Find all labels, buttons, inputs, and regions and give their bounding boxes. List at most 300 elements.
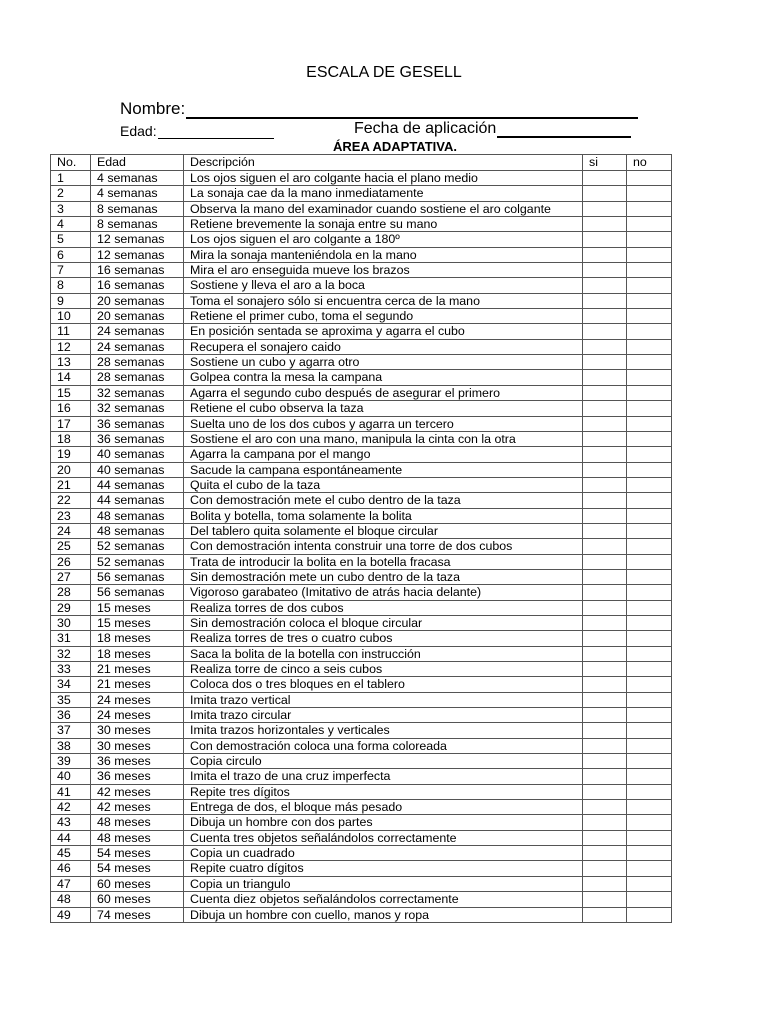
cell-age: 4 semanas (91, 186, 184, 201)
cell-description: Copia un triangulo (184, 876, 583, 891)
cell-number: 28 (51, 585, 91, 600)
cell-description: Quita el cubo de la taza (184, 477, 583, 492)
cell-si-checkbox[interactable] (583, 600, 627, 615)
cell-number: 2 (51, 186, 91, 201)
table-row (51, 324, 672, 339)
cell-no-checkbox[interactable] (627, 508, 672, 523)
cell-si-checkbox[interactable] (583, 477, 627, 492)
cell-age: 16 semanas (91, 263, 184, 278)
cell-number: 40 (51, 769, 91, 784)
cell-no-checkbox[interactable] (627, 846, 672, 861)
table-row (51, 615, 672, 630)
cell-number: 16 (51, 401, 91, 416)
table-row (51, 892, 672, 907)
cell-no-checkbox[interactable] (627, 293, 672, 308)
cell-description: Mira el aro enseguida mueve los brazos (184, 263, 583, 278)
cell-number: 33 (51, 662, 91, 677)
cell-description: Cuenta diez objetos señalándolos correctamente (184, 892, 583, 907)
cell-number: 24 (51, 523, 91, 538)
cell-si-checkbox[interactable] (583, 232, 627, 247)
cell-number: 19 (51, 447, 91, 462)
table-row (51, 355, 672, 370)
cell-number: 12 (51, 339, 91, 354)
cell-no-checkbox[interactable] (627, 247, 672, 262)
cell-number: 41 (51, 784, 91, 799)
cell-age: 20 semanas (91, 309, 184, 324)
cell-age: 52 semanas (91, 554, 184, 569)
cell-si-checkbox[interactable] (583, 631, 627, 646)
cell-si-checkbox[interactable] (583, 830, 627, 845)
table-row (51, 769, 672, 784)
cell-no-checkbox[interactable] (627, 738, 672, 753)
cell-number: 46 (51, 861, 91, 876)
fecha-field (354, 120, 631, 138)
cell-description: Los ojos siguen el aro colgante hacia el plano medio (184, 171, 583, 186)
cell-age: 20 semanas (91, 293, 184, 308)
cell-no-checkbox[interactable] (627, 309, 672, 324)
cell-no-checkbox[interactable] (627, 585, 672, 600)
cell-si-checkbox[interactable] (583, 247, 627, 262)
cell-si-checkbox[interactable] (583, 769, 627, 784)
cell-number: 14 (51, 370, 91, 385)
cell-number: 23 (51, 508, 91, 523)
cell-age: 48 meses (91, 830, 184, 845)
cell-age: 60 meses (91, 892, 184, 907)
cell-si-checkbox[interactable] (583, 431, 627, 446)
cell-no-checkbox[interactable] (627, 600, 672, 615)
cell-si-checkbox[interactable] (583, 892, 627, 907)
cell-no-checkbox[interactable] (627, 631, 672, 646)
cell-si-checkbox[interactable] (583, 723, 627, 738)
table-row (51, 278, 672, 293)
cell-no-checkbox[interactable] (627, 385, 672, 400)
table-row (51, 723, 672, 738)
cell-age: 4 semanas (91, 171, 184, 186)
cell-no-checkbox[interactable] (627, 723, 672, 738)
cell-si-checkbox[interactable] (583, 539, 627, 554)
cell-number: 45 (51, 846, 91, 861)
cell-age: 36 semanas (91, 431, 184, 446)
cell-number: 30 (51, 615, 91, 630)
cell-si-checkbox[interactable] (583, 784, 627, 799)
cell-si-checkbox[interactable] (583, 309, 627, 324)
area-title: ÁREA ADAPTATIVA. (333, 139, 457, 154)
cell-si-checkbox[interactable] (583, 339, 627, 354)
column-header-no-answer: no (627, 155, 672, 171)
cell-description: Toma el sonajero sólo si encuentra cerca de la mano (184, 293, 583, 308)
cell-no-checkbox[interactable] (627, 769, 672, 784)
cell-si-checkbox[interactable] (583, 876, 627, 891)
table-row (51, 600, 672, 615)
cell-description: En posición sentada se aproxima y agarra el cubo (184, 324, 583, 339)
cell-no-checkbox[interactable] (627, 263, 672, 278)
cell-no-checkbox[interactable] (627, 615, 672, 630)
cell-age: 18 meses (91, 631, 184, 646)
cell-description: Mira la sonaja manteniéndola en la mano (184, 247, 583, 262)
cell-no-checkbox[interactable] (627, 708, 672, 723)
cell-number: 31 (51, 631, 91, 646)
table-header-row (51, 155, 672, 171)
table-row (51, 370, 672, 385)
cell-age: 8 semanas (91, 217, 184, 232)
table-row (51, 171, 672, 186)
cell-si-checkbox[interactable] (583, 370, 627, 385)
cell-description: Copia circulo (184, 754, 583, 769)
cell-si-checkbox[interactable] (583, 186, 627, 201)
cell-no-checkbox[interactable] (627, 416, 672, 431)
cell-number: 35 (51, 692, 91, 707)
cell-description: Trata de introducir la bolita en la botella fracasa (184, 554, 583, 569)
cell-number: 7 (51, 263, 91, 278)
cell-no-checkbox[interactable] (627, 355, 672, 370)
cell-description: Golpea contra la mesa la campana (184, 370, 583, 385)
table-row (51, 631, 672, 646)
cell-no-checkbox[interactable] (627, 754, 672, 769)
cell-number: 1 (51, 171, 91, 186)
cell-description: Entrega de dos, el bloque más pesado (184, 800, 583, 815)
cell-number: 21 (51, 477, 91, 492)
cell-no-checkbox[interactable] (627, 861, 672, 876)
cell-no-checkbox[interactable] (627, 815, 672, 830)
cell-age: 32 semanas (91, 385, 184, 400)
cell-description: Saca la bolita de la botella con instrucción (184, 646, 583, 661)
table-row (51, 201, 672, 216)
cell-number: 13 (51, 355, 91, 370)
cell-si-checkbox[interactable] (583, 738, 627, 753)
cell-si-checkbox[interactable] (583, 493, 627, 508)
table-row (51, 309, 672, 324)
cell-description: Repite cuatro dígitos (184, 861, 583, 876)
cell-number: 25 (51, 539, 91, 554)
cell-si-checkbox[interactable] (583, 662, 627, 677)
cell-age: 12 semanas (91, 247, 184, 262)
table-row (51, 493, 672, 508)
cell-description: Dibuja un hombre con cuello, manos y ropa (184, 907, 583, 922)
cell-si-checkbox[interactable] (583, 815, 627, 830)
cell-number: 22 (51, 493, 91, 508)
table-row (51, 662, 672, 677)
cell-age: 18 meses (91, 646, 184, 661)
table-body (51, 171, 672, 923)
cell-age: 24 semanas (91, 339, 184, 354)
table-row (51, 232, 672, 247)
cell-description: Agarra la campana por el mango (184, 447, 583, 462)
cell-si-checkbox[interactable] (583, 171, 627, 186)
cell-si-checkbox[interactable] (583, 416, 627, 431)
cell-no-checkbox[interactable] (627, 186, 672, 201)
cell-age: 30 meses (91, 738, 184, 753)
cell-number: 26 (51, 554, 91, 569)
cell-description: Sin demostración mete un cubo dentro de la taza (184, 569, 583, 584)
cell-si-checkbox[interactable] (583, 293, 627, 308)
cell-description: Copia un cuadrado (184, 846, 583, 861)
cell-number: 42 (51, 800, 91, 815)
table-row (51, 815, 672, 830)
cell-age: 12 semanas (91, 232, 184, 247)
cell-age: 74 meses (91, 907, 184, 922)
cell-si-checkbox[interactable] (583, 677, 627, 692)
cell-description: Imita trazos horizontales y verticales (184, 723, 583, 738)
cell-no-checkbox[interactable] (627, 447, 672, 462)
cell-no-checkbox[interactable] (627, 539, 672, 554)
cell-age: 8 semanas (91, 201, 184, 216)
cell-description: Vigoroso garabateo (Imitativo de atrás hacia delante) (184, 585, 583, 600)
table-row (51, 585, 672, 600)
cell-si-checkbox[interactable] (583, 861, 627, 876)
cell-no-checkbox[interactable] (627, 370, 672, 385)
cell-number: 8 (51, 278, 91, 293)
cell-age: 28 semanas (91, 370, 184, 385)
table-row (51, 416, 672, 431)
cell-description: Retiene el primer cubo, toma el segundo (184, 309, 583, 324)
cell-age: 42 meses (91, 784, 184, 799)
cell-si-checkbox[interactable] (583, 554, 627, 569)
cell-description: Retiene el cubo observa la taza (184, 401, 583, 416)
cell-description: Imita el trazo de una cruz imperfecta (184, 769, 583, 784)
cell-age: 21 meses (91, 662, 184, 677)
cell-si-checkbox[interactable] (583, 355, 627, 370)
cell-no-checkbox[interactable] (627, 662, 672, 677)
cell-si-checkbox[interactable] (583, 569, 627, 584)
cell-si-checkbox[interactable] (583, 846, 627, 861)
edad-label: Edad: (120, 123, 157, 139)
table-row (51, 247, 672, 262)
cell-si-checkbox[interactable] (583, 646, 627, 661)
cell-number: 49 (51, 907, 91, 922)
table-row (51, 431, 672, 446)
table-row (51, 539, 672, 554)
cell-age: 32 semanas (91, 401, 184, 416)
table-row (51, 447, 672, 462)
table-row (51, 401, 672, 416)
cell-number: 27 (51, 569, 91, 584)
cell-number: 37 (51, 723, 91, 738)
column-header-no: No. (51, 155, 91, 171)
cell-si-checkbox[interactable] (583, 447, 627, 462)
fecha-label: Fecha de aplicación (354, 120, 497, 137)
table-row (51, 646, 672, 661)
cell-no-checkbox[interactable] (627, 278, 672, 293)
cell-age: 24 semanas (91, 324, 184, 339)
cell-no-checkbox[interactable] (627, 477, 672, 492)
cell-si-checkbox[interactable] (583, 754, 627, 769)
cell-number: 4 (51, 217, 91, 232)
document-title: ESCALA DE GESELL (306, 64, 462, 81)
cell-number: 5 (51, 232, 91, 247)
gesell-table (50, 154, 672, 923)
table-row (51, 861, 672, 876)
edad-field (120, 123, 274, 139)
table-row (51, 754, 672, 769)
cell-description: Agarra el segundo cubo después de asegurar el primero (184, 385, 583, 400)
table-row (51, 186, 672, 201)
cell-no-checkbox[interactable] (627, 217, 672, 232)
cell-no-checkbox[interactable] (627, 201, 672, 216)
cell-no-checkbox[interactable] (627, 339, 672, 354)
cell-number: 32 (51, 646, 91, 661)
cell-no-checkbox[interactable] (627, 876, 672, 891)
cell-age: 44 semanas (91, 477, 184, 492)
cell-description: Recupera el sonajero caido (184, 339, 583, 354)
cell-description: Repite tres dígitos (184, 784, 583, 799)
cell-age: 24 meses (91, 708, 184, 723)
cell-no-checkbox[interactable] (627, 431, 672, 446)
cell-description: Observa la mano del examinador cuando sostiene el aro colgante (184, 201, 583, 216)
cell-si-checkbox[interactable] (583, 585, 627, 600)
cell-no-checkbox[interactable] (627, 892, 672, 907)
cell-description: Sostiene y lleva el aro a la boca (184, 278, 583, 293)
cell-description: Sacude la campana espontáneamente (184, 462, 583, 477)
cell-number: 18 (51, 431, 91, 446)
table-row (51, 554, 672, 569)
cell-si-checkbox[interactable] (583, 462, 627, 477)
table-row (51, 477, 672, 492)
column-header-descripcion: Descripción (184, 155, 583, 171)
cell-no-checkbox[interactable] (627, 784, 672, 799)
table-row (51, 263, 672, 278)
cell-description: Los ojos siguen el aro colgante a 180º (184, 232, 583, 247)
cell-si-checkbox[interactable] (583, 523, 627, 538)
cell-description: La sonaja cae da la mano inmediatamente (184, 186, 583, 201)
table-row (51, 508, 672, 523)
cell-age: 54 meses (91, 861, 184, 876)
cell-no-checkbox[interactable] (627, 401, 672, 416)
cell-number: 11 (51, 324, 91, 339)
cell-no-checkbox[interactable] (627, 554, 672, 569)
cell-description: Suelta uno de los dos cubos y agarra un tercero (184, 416, 583, 431)
table-row (51, 692, 672, 707)
cell-no-checkbox[interactable] (627, 232, 672, 247)
cell-number: 9 (51, 293, 91, 308)
cell-number: 20 (51, 462, 91, 477)
cell-no-checkbox[interactable] (627, 692, 672, 707)
cell-si-checkbox[interactable] (583, 708, 627, 723)
cell-description: Sostiene un cubo y agarra otro (184, 355, 583, 370)
cell-si-checkbox[interactable] (583, 615, 627, 630)
cell-number: 36 (51, 708, 91, 723)
cell-number: 10 (51, 309, 91, 324)
cell-number: 34 (51, 677, 91, 692)
table-row (51, 738, 672, 753)
cell-si-checkbox[interactable] (583, 907, 627, 922)
cell-age: 36 semanas (91, 416, 184, 431)
cell-number: 43 (51, 815, 91, 830)
cell-description: Dibuja un hombre con dos partes (184, 815, 583, 830)
cell-number: 6 (51, 247, 91, 262)
cell-no-checkbox[interactable] (627, 677, 672, 692)
cell-description: Con demostración mete el cubo dentro de la taza (184, 493, 583, 508)
table-row (51, 830, 672, 845)
cell-si-checkbox[interactable] (583, 263, 627, 278)
cell-no-checkbox[interactable] (627, 462, 672, 477)
cell-number: 44 (51, 830, 91, 845)
table-row (51, 784, 672, 799)
cell-description: Coloca dos o tres bloques en el tablero (184, 677, 583, 692)
cell-age: 24 meses (91, 692, 184, 707)
cell-number: 48 (51, 892, 91, 907)
cell-number: 47 (51, 876, 91, 891)
cell-age: 48 semanas (91, 508, 184, 523)
cell-si-checkbox[interactable] (583, 278, 627, 293)
cell-description: Retiene brevemente la sonaja entre su mano (184, 217, 583, 232)
cell-si-checkbox[interactable] (583, 324, 627, 339)
cell-no-checkbox[interactable] (627, 830, 672, 845)
cell-si-checkbox[interactable] (583, 385, 627, 400)
cell-age: 48 meses (91, 815, 184, 830)
table-row (51, 385, 672, 400)
table-row (51, 800, 672, 815)
cell-si-checkbox[interactable] (583, 201, 627, 216)
cell-description: Sin demostración coloca el bloque circular (184, 615, 583, 630)
table-row (51, 846, 672, 861)
cell-description: Con demostración coloca una forma coloreada (184, 738, 583, 753)
cell-age: 42 meses (91, 800, 184, 815)
cell-number: 38 (51, 738, 91, 753)
nombre-field (120, 99, 638, 119)
cell-si-checkbox[interactable] (583, 217, 627, 232)
nombre-blank-line (186, 99, 638, 119)
cell-age: 44 semanas (91, 493, 184, 508)
cell-age: 56 semanas (91, 569, 184, 584)
cell-age: 28 semanas (91, 355, 184, 370)
cell-no-checkbox[interactable] (627, 800, 672, 815)
cell-description: Del tablero quita solamente el bloque circular (184, 523, 583, 538)
cell-age: 15 meses (91, 600, 184, 615)
cell-no-checkbox[interactable] (627, 523, 672, 538)
cell-description: Bolita y botella, toma solamente la bolita (184, 508, 583, 523)
cell-no-checkbox[interactable] (627, 171, 672, 186)
fecha-blank-line (497, 120, 631, 138)
column-header-edad: Edad (91, 155, 184, 171)
cell-age: 54 meses (91, 846, 184, 861)
cell-no-checkbox[interactable] (627, 324, 672, 339)
cell-age: 36 meses (91, 754, 184, 769)
cell-number: 17 (51, 416, 91, 431)
cell-description: Con demostración intenta construir una torre de dos cubos (184, 539, 583, 554)
cell-age: 30 meses (91, 723, 184, 738)
table-row (51, 523, 672, 538)
table-row (51, 677, 672, 692)
cell-no-checkbox[interactable] (627, 493, 672, 508)
cell-si-checkbox[interactable] (583, 800, 627, 815)
nombre-label: Nombre: (120, 99, 186, 118)
cell-age: 60 meses (91, 876, 184, 891)
cell-no-checkbox[interactable] (627, 907, 672, 922)
cell-si-checkbox[interactable] (583, 508, 627, 523)
cell-number: 29 (51, 600, 91, 615)
cell-description: Realiza torres de dos cubos (184, 600, 583, 615)
cell-no-checkbox[interactable] (627, 569, 672, 584)
column-header-si: si (583, 155, 627, 171)
cell-number: 15 (51, 385, 91, 400)
cell-si-checkbox[interactable] (583, 692, 627, 707)
cell-si-checkbox[interactable] (583, 401, 627, 416)
table-row (51, 217, 672, 232)
cell-description: Realiza torre de cinco a seis cubos (184, 662, 583, 677)
table-row (51, 339, 672, 354)
cell-age: 15 meses (91, 615, 184, 630)
cell-description: Cuenta tres objetos señalándolos correctamente (184, 830, 583, 845)
cell-no-checkbox[interactable] (627, 646, 672, 661)
table-row (51, 462, 672, 477)
cell-age: 36 meses (91, 769, 184, 784)
cell-number: 39 (51, 754, 91, 769)
table-row (51, 293, 672, 308)
cell-age: 21 meses (91, 677, 184, 692)
cell-age: 56 semanas (91, 585, 184, 600)
cell-description: Realiza torres de tres o cuatro cubos (184, 631, 583, 646)
cell-description: Imita trazo circular (184, 708, 583, 723)
